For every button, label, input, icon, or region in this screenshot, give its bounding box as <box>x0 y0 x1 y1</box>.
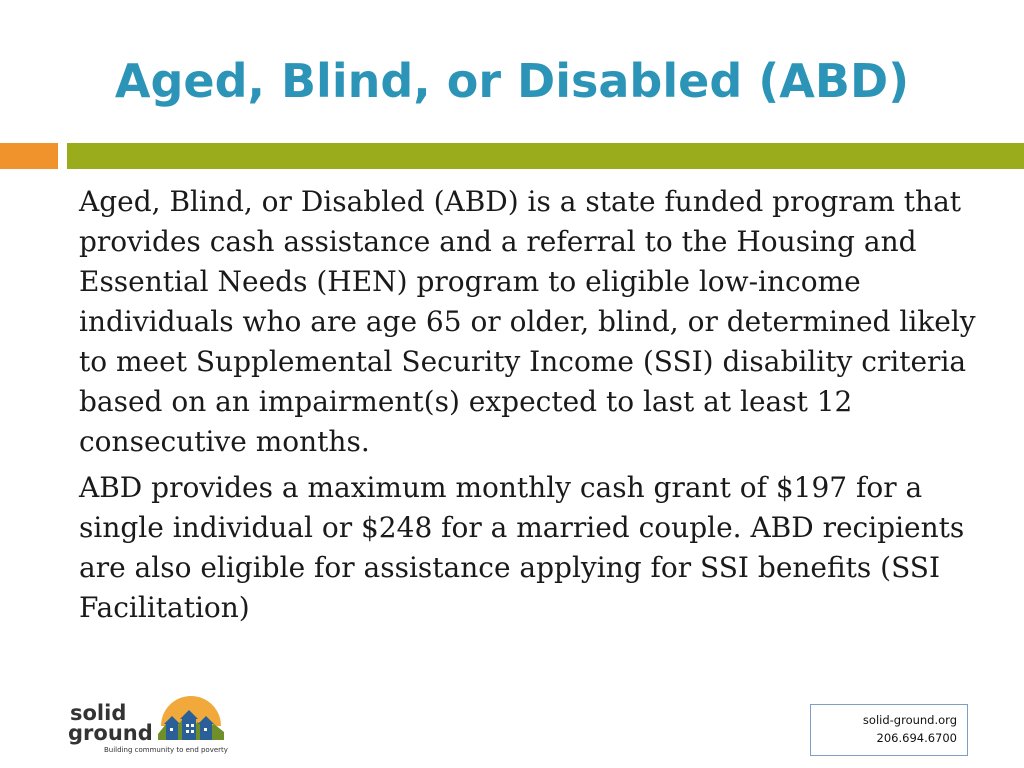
solid-ground-logo <box>66 690 236 756</box>
accent-bar-green <box>67 143 1024 169</box>
paragraph-abd-grant: ABD provides a maximum monthly cash grant of $197 for a single individual or $248 for a married couple. ABD recipients are also eligible for assistance applying for SSI benefits (SSI Facilitation) <box>79 471 965 624</box>
slide-body <box>79 182 999 634</box>
contact-phone: 206.694.6700 <box>876 731 957 745</box>
logo-word-solid: solid <box>70 701 127 725</box>
logo-tagline: Building community to end poverty <box>104 746 228 754</box>
house-icon <box>182 718 196 740</box>
paragraph-abd-description: Aged, Blind, or Disabled (ABD) is a state funded program that provides cash assistance and a referral to the Housing and Essential Needs (HEN) program to eligible low-income individuals who are age 65 or older, blind, or determined likely to meet Supplemental Security Income (SSI) disability criteria based on an impairment(s) expected to last at least 12 consecutive months. <box>79 185 976 458</box>
house-icon <box>166 723 178 740</box>
accent-bar-orange <box>0 143 58 169</box>
contact-box <box>810 704 968 756</box>
logo-word-ground: ground <box>68 721 153 745</box>
house-icon <box>200 723 212 740</box>
contact-website[interactable]: solid-ground.org <box>862 713 957 727</box>
slide-title: Aged, Blind, or Disabled (ABD) <box>114 54 910 108</box>
solid-ground-logo-graphic <box>66 690 236 756</box>
